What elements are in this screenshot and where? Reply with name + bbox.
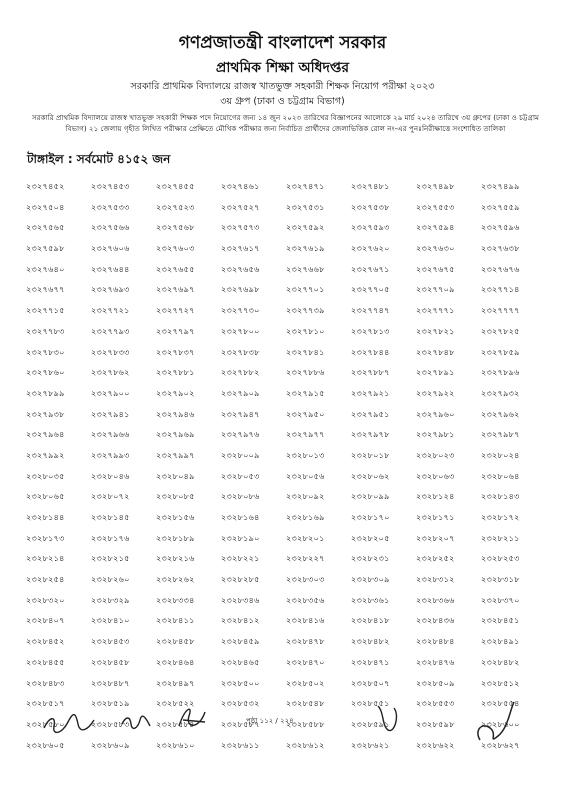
roll-number: ২৩২৮৪১৮ xyxy=(351,615,390,626)
roll-number: ২৩২৭৬৯৮ xyxy=(221,284,260,295)
roll-number: ২৩২৮৬১০ xyxy=(156,739,195,750)
roll-number: ২৩২৭৪৮১ xyxy=(351,181,390,191)
roll-number: ২৩২৭৬৫৫ xyxy=(156,263,195,274)
roll-number: ২৩২৮৫৮৩ xyxy=(91,718,130,729)
roll-number: ২৩২৭৫৯২ xyxy=(286,222,325,233)
roll-number: ২৩২৮৬২৭ xyxy=(481,739,520,750)
roll-number: ২৩২৭৮৯৬ xyxy=(481,367,520,378)
roll-number: ২৩২৮০১৮ xyxy=(351,449,390,460)
roll-number: ২৩২৮২০১ xyxy=(286,532,325,543)
roll-number: ২৩২৮২১৪ xyxy=(26,553,65,564)
roll-number: ২৩২৭৮৯১ xyxy=(416,367,455,378)
roll-number: ২৩২৮২১১ xyxy=(481,532,520,543)
roll-number: ২৩২৮৩০৩ xyxy=(286,574,325,585)
roll-number: ২৩২৮৪৫৮ xyxy=(91,656,130,667)
roll-number: ২৩২৭৯০০ xyxy=(91,387,130,398)
roll-number: ২৩২৭৭১৫ xyxy=(26,305,65,316)
roll-number: ২৩২৭৯৪১ xyxy=(91,408,130,419)
signature-5 xyxy=(470,700,520,748)
roll-number: ২৩২৭৯২১ xyxy=(351,387,390,398)
roll-number: ২৩২৭৫৬৫ xyxy=(26,222,65,233)
roll-number: ২৩২৮১৪৪ xyxy=(26,512,65,522)
roll-number: ২৩২৮০২৩ xyxy=(416,449,455,460)
roll-number: ২৩২৭৯১৫ xyxy=(286,387,325,398)
roll-number: ২৩২৮৪৫৯ xyxy=(221,636,260,647)
roll-number: ২৩২৭৭১৪ xyxy=(481,284,520,295)
roll-number: ২৩২৭৮৯৯ xyxy=(26,387,65,398)
roll-number: ২৩২৮০৮৬ xyxy=(221,491,260,502)
roll-number: ২৩২৮১৮৯ xyxy=(156,532,195,543)
roll-number: ২৩২৮৩৭০ xyxy=(481,594,520,605)
roll-number: ২৩২৮৩২৯ xyxy=(91,594,130,605)
roll-number: ২৩২৭৫৯৪ xyxy=(416,222,455,233)
roll-number: ২৩২৮০০৯ xyxy=(221,449,260,460)
roll-number: ২৩২৭৫৬৮ xyxy=(156,222,195,233)
roll-number: ২৩২৮২৬২ xyxy=(156,574,195,585)
roll-number: ২৩২৮৬০০ xyxy=(481,718,520,729)
roll-number: ২৩২৭৪৫৩ xyxy=(91,181,130,191)
roll-number: ২৩২৮৪১০ xyxy=(91,615,130,626)
roll-number: ২৩২৮৪৯৭ xyxy=(156,677,195,688)
roll-number: ২৩২৮৪৮৩ xyxy=(26,677,65,688)
roll-number: ২৩২৮২২১ xyxy=(221,553,260,564)
roll-number: ২৩২৮০৫৬ xyxy=(286,470,325,481)
roll-number: ২৩২৮১৬৪ xyxy=(221,512,260,522)
roll-number: ২৩২৭৬৭৭ xyxy=(26,284,65,295)
roll-number: ২৩২৭৯৬৯ xyxy=(156,429,195,440)
roll-number: ২৩২৮৫৮৭ xyxy=(221,718,260,729)
roll-number-grid xyxy=(26,180,546,759)
roll-number: ২৩২৭৮২৫ xyxy=(481,325,520,336)
roll-number: ২৩২৮৪৫৮ xyxy=(156,636,195,647)
roll-number: ২৩২৮১৯০ xyxy=(221,532,260,543)
roll-number: ২৩২৮৫০০ xyxy=(221,677,260,688)
roll-number: ২৩২৭৯৩৮ xyxy=(26,408,65,419)
roll-number: ২৩২৭৮৩৭ xyxy=(156,346,195,357)
roll-number: ২৩২৮৫০২ xyxy=(286,677,325,688)
roll-number: ২৩২৮৩৫৬ xyxy=(286,594,325,605)
roll-number: ২৩২৮১৭০ xyxy=(351,512,390,522)
roll-number: ২৩২৭৬৯৩ xyxy=(91,284,130,295)
roll-number: ২৩২৭৭৩৯ xyxy=(286,305,325,316)
roll-number: ২৩২৭৯৪৬ xyxy=(156,408,195,419)
page-number: পৃষ্ঠা ১১২ / ২২৪ xyxy=(246,717,294,725)
signature-2 xyxy=(120,712,152,732)
roll-number: ২৩২৭৯৫১ xyxy=(351,408,390,419)
roll-number: ২৩২৭৭৭৭ xyxy=(481,305,520,316)
roll-number: ২৩২৮৫৩২ xyxy=(221,698,260,709)
roll-number: ২৩২৮১৭৬ xyxy=(91,532,130,543)
roll-number: ২৩২৭৯৯৩ xyxy=(91,449,130,460)
roll-number: ২৩২৮৩৬৬ xyxy=(416,594,455,605)
roll-number: ২৩২৮০৪৬ xyxy=(91,470,130,481)
roll-number: ২৩২৮৬০৯ xyxy=(91,739,130,750)
roll-number: ২৩২৮০৬৪ xyxy=(481,470,520,481)
roll-number: ২৩২৮০৬৫ xyxy=(26,491,65,502)
roll-number: ২৩২৮৩০৯ xyxy=(351,574,390,585)
roll-number: ২৩২৭৮০০ xyxy=(221,325,260,336)
roll-number: ২৩২৮৬২২ xyxy=(416,739,455,750)
roll-number: ২৩২৮২৮৫ xyxy=(221,574,260,585)
roll-number: ২৩২৭৬৭৫ xyxy=(416,263,455,274)
roll-number: ২৩২৭৯৬২ xyxy=(481,408,520,419)
roll-number: ২৩২৮৩৩৪ xyxy=(156,594,195,605)
notice-text: সরকারি প্রাথমিক বিদ্যালয়ে রাজস্ব খাতভুক্ত সহকারী শিক্ষক পদে নিয়োগের জন্য ১৪ জুন ২০২৩ তারিখের বিজ্ঞাপনের আলোকে ২৯ মার্চ ২০২৪ তারিখে ৩য় গ্রুপের (ঢাকা ও চট্টগ্রাম বিভাগ) ২১ জেলায় গৃহীত লিখিত পরীক্ষার প্রেক্ষিতে মৌখিক পরীক্ষার জন্য নির্বাচিত প্রার্থীদের জেলাভিত্তিক রোল নং-এর পুনঃনিরীক্ষাত্তে সংশোধিত তালিকা xyxy=(31,113,540,133)
roll-number: ২৩২৭৭০৯ xyxy=(416,284,455,295)
roll-number: ২৩২৭৯৫০ xyxy=(286,408,325,419)
roll-number: ২৩২৮৪৮২ xyxy=(351,636,390,647)
roll-number: ২৩২৭৮৮৭ xyxy=(351,367,390,378)
roll-number: ২৩২৭৮১০ xyxy=(286,325,325,336)
roll-number: ২৩২৭৯৭৭ xyxy=(286,429,325,440)
roll-number: ২৩২৮০৬৩ xyxy=(416,470,455,481)
roll-number: ২৩২৮১৪৫ xyxy=(91,512,130,522)
roll-number: ২৩২৮০২৪ xyxy=(481,449,520,460)
roll-number: ২৩২৭৬৫৬ xyxy=(221,263,260,274)
roll-number: ২৩২৭৮১৩ xyxy=(351,325,390,336)
signature-3 xyxy=(175,702,211,732)
roll-number: ২৩২৮৫১৯ xyxy=(91,698,130,709)
roll-number: ২৩২৭৫৯৮ xyxy=(26,243,65,254)
roll-number: ২৩২৮৪৮৪ xyxy=(416,636,455,647)
roll-number: ২৩২৮৬১২ xyxy=(286,739,325,750)
roll-number: ২৩২৮৪৭০ xyxy=(286,656,325,667)
roll-number: ২৩২৮৫১২ xyxy=(481,677,520,688)
roll-number: ২৩২৮৫০৭ xyxy=(351,677,390,688)
roll-number: ২৩২৭৭৯৭ xyxy=(156,325,195,336)
roll-number: ২৩২৮৪৭১ xyxy=(351,656,390,667)
roll-number: ২৩২৮৬০৫ xyxy=(26,739,65,750)
roll-number: ২৩২৮৪১২ xyxy=(221,615,260,626)
roll-number: ২৩২৮৬২১ xyxy=(351,739,390,750)
roll-number: ২৩২৭৮৩৮ xyxy=(221,346,260,357)
exam-title: সরকারি প্রাথমিক বিদ্যালয়ে রাজস্ব খাতভুক্ত সহকারী শিক্ষক নিয়োগ পরীক্ষা ২০২৩ xyxy=(130,81,435,92)
roll-number: ২৩২৮০৬২ xyxy=(351,470,390,481)
roll-number: ২৩২৮৪৫৫ xyxy=(26,656,65,667)
roll-number: ২৩২৭৬৯৭ xyxy=(156,284,195,295)
roll-number: ২৩২৮৪৬৫ xyxy=(221,656,260,667)
roll-number: ২৩২৮১২৪ xyxy=(416,491,455,502)
roll-number: ২৩২৮২০৭ xyxy=(416,532,455,543)
roll-number: ২৩২৭৫০৪ xyxy=(26,201,65,212)
roll-number: ২৩২৭৫৫৩ xyxy=(416,201,455,212)
roll-number: ২৩২৭৪৫৫ xyxy=(156,181,195,191)
roll-number: ২৩২৭৯২২ xyxy=(416,387,455,398)
roll-number: ২৩২৭৮৮১ xyxy=(156,367,195,378)
roll-number: ২৩২৮৪৮২ xyxy=(481,656,520,667)
roll-number: ২৩২৭৫৩৮ xyxy=(351,201,390,212)
roll-number: ২৩২৮৫৮৪ xyxy=(156,718,195,729)
roll-number: ২৩২৭৫৫৯ xyxy=(481,201,520,212)
roll-number: ২৩২৭৯৮৭ xyxy=(481,429,520,440)
roll-number: ২৩২৮৫৮৮ xyxy=(286,718,325,729)
roll-number: ২৩২৭৪৬১ xyxy=(221,181,260,191)
roll-number: ২৩২৭৯৯৭ xyxy=(156,449,195,460)
roll-number: ২৩২৭৯৭৮ xyxy=(351,429,390,440)
roll-number: ২৩২৮২২৭ xyxy=(286,553,325,564)
roll-number: ২৩২৮৪৮৭ xyxy=(91,677,130,688)
roll-number: ২৩২৮২১৬ xyxy=(156,553,195,564)
roll-number: ২৩২৮১৫৬ xyxy=(156,512,195,522)
roll-number: ২৩২৭৭৮৩ xyxy=(26,325,65,336)
roll-number: ২৩২৮৫৫৩ xyxy=(416,698,455,709)
roll-number: ২৩২৮২০৫ xyxy=(351,532,390,543)
roll-number: ২৩২৭৯০৯ xyxy=(221,387,260,398)
roll-number: ২৩২৮০৯২ xyxy=(286,491,325,502)
roll-number: ২৩২৭৮৮২ xyxy=(221,367,260,378)
roll-number: ২৩২৭৫৩১ xyxy=(286,201,325,212)
roll-number: ২৩২৭৬৩০ xyxy=(416,243,455,254)
roll-number: ২৩২৭৮২১ xyxy=(416,325,455,336)
roll-number: ২৩২৭৫২৩ xyxy=(156,201,195,212)
roll-number: ২৩২৮৪৫২ xyxy=(26,636,65,647)
roll-number: ২৩২৭৮৬০ xyxy=(26,367,65,378)
roll-number: ২৩২৭৯৬৬ xyxy=(91,429,130,440)
roll-number: ২৩২৭৯৬৪ xyxy=(26,429,65,440)
roll-number: ২৩২৮১৬৯ xyxy=(286,512,325,522)
roll-number: ২৩২৮৩২০ xyxy=(26,594,65,605)
roll-number: ২৩২৮৪৫৩ xyxy=(91,636,130,647)
roll-number: ২৩২৭৪৭১ xyxy=(286,181,325,191)
roll-number: ২৩২৮৪৭৬ xyxy=(416,656,455,667)
roll-number: ২৩২৮০১৩ xyxy=(286,449,325,460)
roll-number: ২৩২৮০৪৯ xyxy=(156,470,195,481)
roll-number: ২৩২৮৪১১ xyxy=(156,615,195,626)
roll-number: ২৩২৭৬৬৮ xyxy=(286,263,325,274)
roll-number: ২৩২৭৭৩০ xyxy=(221,305,260,316)
roll-number: ২৩২৭৯৪৭ xyxy=(221,408,260,419)
roll-number: ২৩২৭৭৪৭ xyxy=(351,305,390,316)
roll-number: ২৩২৭৮৪৪ xyxy=(351,346,390,357)
roll-number: ২৩২৭৮৬২ xyxy=(91,367,130,378)
roll-number: ২৩২৭৬৩৮ xyxy=(481,243,520,254)
roll-number: ২৩২৮২৫৪ xyxy=(26,574,65,585)
roll-number: ২৩২৮৫৫৪ xyxy=(481,698,520,709)
roll-number: ২৩২৭৯৯২ xyxy=(26,449,65,460)
roll-number: ২৩২৭৮৩০ xyxy=(26,346,65,357)
roll-number: ২৩২৮৪১৬ xyxy=(286,615,325,626)
roll-number: ২৩২৮৪৩৬ xyxy=(416,615,455,626)
roll-number: ২৩২৭৪৯৮ xyxy=(416,181,455,191)
roll-number: ২৩২৮১৪৩ xyxy=(481,491,520,502)
roll-number: ২৩২৮৫০৯ xyxy=(416,677,455,688)
roll-number: ২৩২৭৭৯৩ xyxy=(91,325,130,336)
roll-number: ২৩২৮৪৫১ xyxy=(481,615,520,626)
roll-number: ২৩২৮৩১৮ xyxy=(481,574,520,585)
roll-number: ২৩২৭৪৯৯ xyxy=(481,181,520,191)
roll-number: ২৩২৭৯৮১ xyxy=(416,429,455,440)
roll-number: ২৩২৭৭৭১ xyxy=(416,305,455,316)
roll-number: ২৩২৮৫৯১ xyxy=(351,718,390,729)
roll-number: ২৩২৭৬০৬ xyxy=(91,243,130,254)
roll-number: ২৩২৮০৯৯ xyxy=(351,491,390,502)
roll-number: ২৩২৭৪৫২ xyxy=(26,181,65,191)
roll-number: ২৩২৭৬০৩ xyxy=(156,243,195,254)
roll-number: ২৩২৭৮৪৮ xyxy=(416,346,455,357)
roll-number: ২৩২৮৪৭৮ xyxy=(286,636,325,647)
roll-number: ২৩২৮২৫২ xyxy=(416,553,455,564)
roll-number: ২৩২৭৮৪১ xyxy=(286,346,325,357)
roll-number: ২৩২৭৮৮৬ xyxy=(286,367,325,378)
roll-number: ২৩২৮৪০৭ xyxy=(26,615,65,626)
signature-4 xyxy=(372,702,406,736)
signature-1 xyxy=(42,708,97,738)
roll-number: ২৩২৭৬৭৬ xyxy=(481,263,520,274)
roll-number: ২৩২৭৫৯৩ xyxy=(351,222,390,233)
district-heading: টাঙ্গাইল : সর্বমোট ৪১৫২ জন xyxy=(27,152,171,166)
roll-number: ২৩২৭৯৭৬ xyxy=(221,429,260,440)
roll-number: ২৩২৮৪৬৪ xyxy=(156,656,195,667)
roll-number: ২৩২৮৫৯৮ xyxy=(416,718,455,729)
roll-number: ২৩২৮৩১২ xyxy=(416,574,455,585)
roll-number: ২৩২৭৬৪৪ xyxy=(91,263,130,274)
roll-number: ২৩২৭৯৬০ xyxy=(416,408,455,419)
roll-number: ২৩২৮১৭৩ xyxy=(26,532,65,543)
roll-number: ২৩২৮৬১১ xyxy=(221,739,260,750)
roll-number: ২৩২৮৪৯১ xyxy=(481,636,520,647)
roll-number: ২৩২৮০৮৫ xyxy=(156,491,195,502)
roll-number: ২৩২৭৮৩৩ xyxy=(91,346,130,357)
roll-number: ২৩২৮১৭১ xyxy=(416,512,455,522)
roll-number: ২৩২৭৭০১ xyxy=(286,284,325,295)
roll-number: ২৩২৭৫৯৬ xyxy=(481,222,520,233)
roll-number: ২৩২৮৩৬১ xyxy=(351,594,390,605)
roll-number: ২৩২৭৬২০ xyxy=(351,243,390,254)
roll-number: ২৩২৮৫২২ xyxy=(156,698,195,709)
roll-number: ২৩২৮২৬০ xyxy=(91,574,130,585)
roll-number: ২৩২৭৫৬৬ xyxy=(91,222,130,233)
roll-number: ২৩২৮০৩৫ xyxy=(26,470,65,481)
roll-number: ২৩২৭৯৩২ xyxy=(481,387,520,398)
roll-number: ২৩২৭৫৭৩ xyxy=(221,222,260,233)
roll-number: ২৩২৮১৭২ xyxy=(481,512,520,522)
roll-number: ২৩২৮৫৪৮ xyxy=(286,698,325,709)
roll-number: ২৩২৮০৫৩ xyxy=(221,470,260,481)
roll-number: ২৩২৭৬৭১ xyxy=(351,263,390,274)
roll-number: ২৩২৮৫১৭ xyxy=(26,698,65,709)
roll-number: ২৩২৭৫২৭ xyxy=(221,201,260,212)
roll-number: ২৩২৭৬১৭ xyxy=(221,243,260,254)
roll-number: ২৩২৭৯০২ xyxy=(156,387,195,398)
department-name: প্রাথমিক শিক্ষা অধিদপ্তর xyxy=(215,60,350,76)
group-title: ৩য় গ্রুপ (ঢাকা ও চট্টগ্রাম বিভাগ) xyxy=(220,96,345,107)
roll-number: ২৩২৭৭২৭ xyxy=(156,305,195,316)
roll-number: ২৩২৭৮৫৯ xyxy=(481,346,520,357)
roll-number: ২৩২৭৫৩৩ xyxy=(91,201,130,212)
roll-number: ২৩২৮৫৮০ xyxy=(26,718,65,729)
roll-number: ২৩২৮২১৫ xyxy=(91,553,130,564)
roll-number: ২৩২৮২৫৩ xyxy=(481,553,520,564)
page-title: গণপ্রজাতন্ত্রী বাংলাদেশ সরকার xyxy=(178,33,387,53)
roll-number: ২৩২৭৭০৫ xyxy=(351,284,390,295)
roll-number: ২৩২৭৬১৯ xyxy=(286,243,325,254)
roll-number: ২৩২৮৫৫১ xyxy=(351,698,390,709)
roll-number: ২৩২৮২৩১ xyxy=(351,553,390,564)
roll-number: ২৩২৭৬৪০ xyxy=(26,263,65,274)
roll-number: ২৩২৮৩৪৬ xyxy=(221,594,260,605)
roll-number: ২৩২৭৭২১ xyxy=(91,305,130,316)
roll-number: ২৩২৮০৭২ xyxy=(91,491,130,502)
